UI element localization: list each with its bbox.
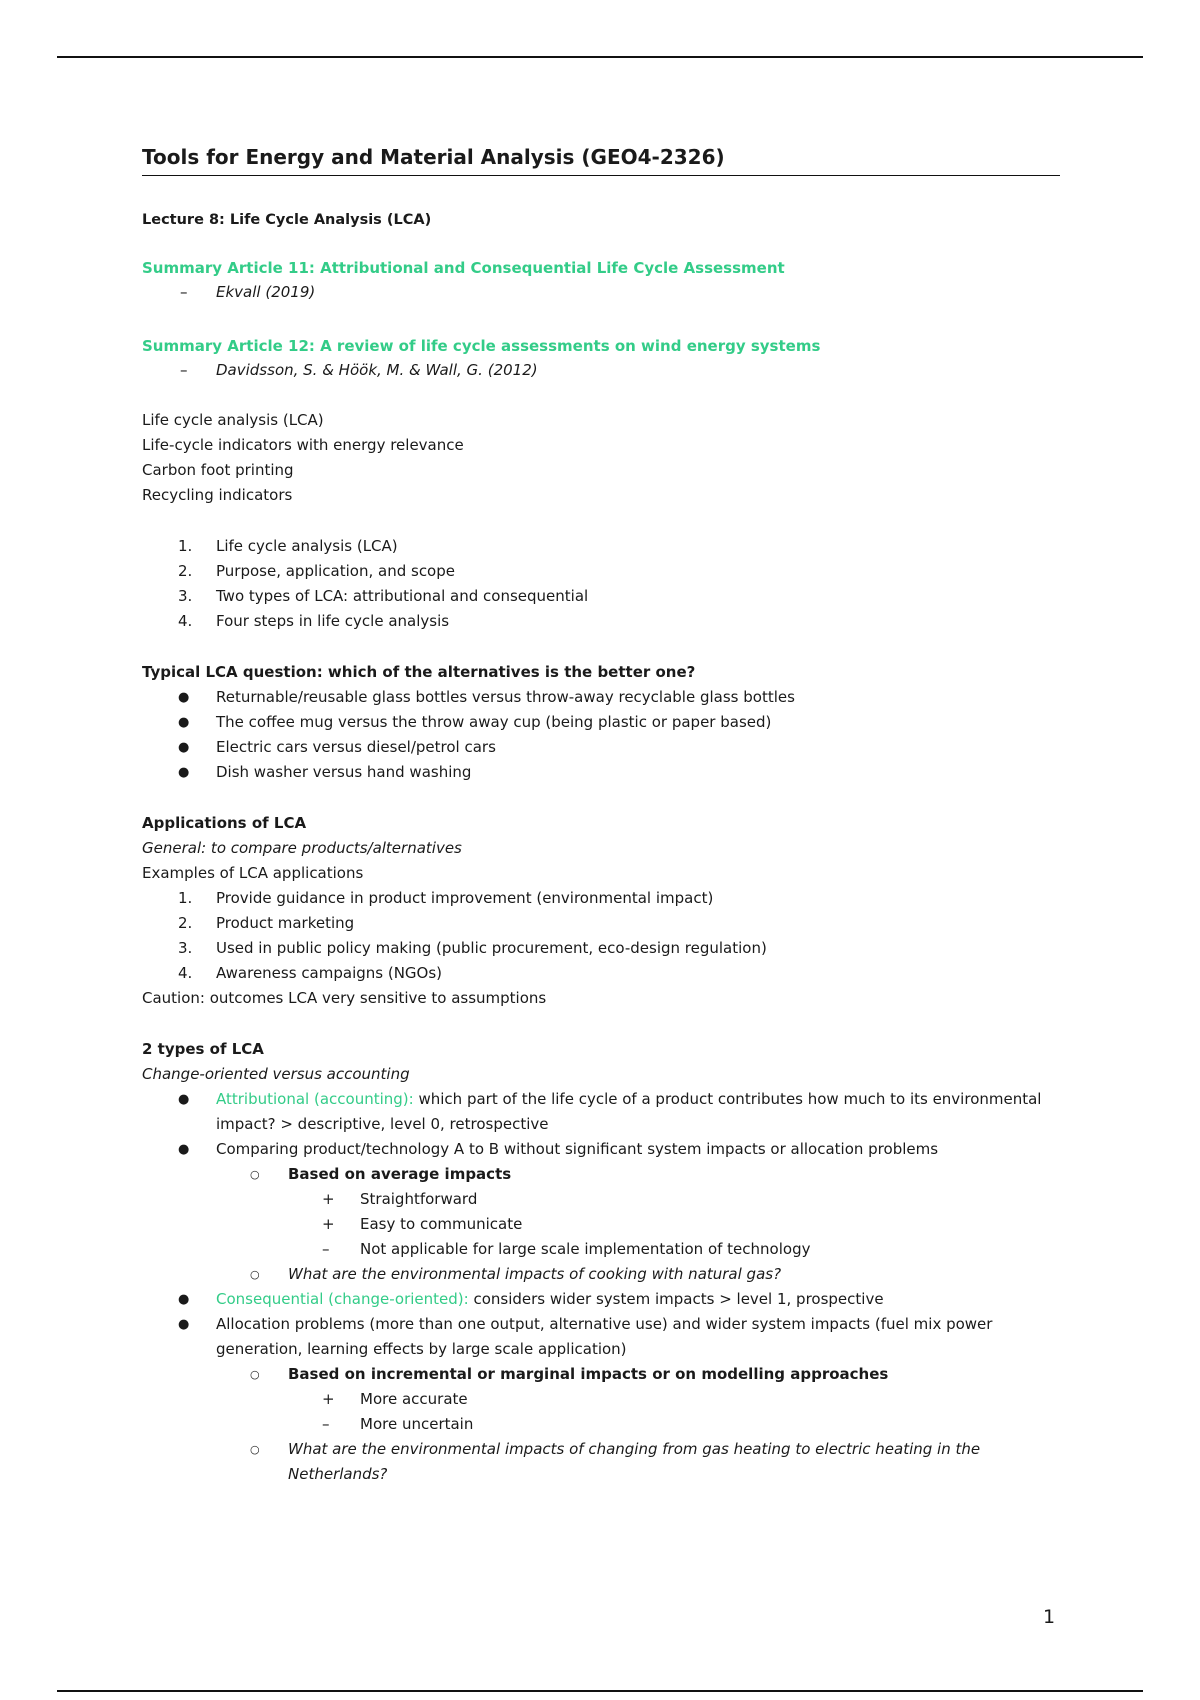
- sub-list-item: ○ What are the environmental impacts of cooking with natural gas?: [142, 1262, 1060, 1287]
- sub-sub-list-item: + Easy to communicate: [322, 1215, 523, 1233]
- section-heading: Typical LCA question: which of the alternatives is the better one?: [142, 663, 696, 681]
- topic-line: Life cycle analysis (LCA): [142, 411, 324, 429]
- list-item: 1. Provide guidance in product improvement (environmental impact): [178, 889, 714, 907]
- list-item: 2. Product marketing: [178, 914, 355, 932]
- list-item: ● Allocation problems (more than one output, alternative use) and wider system impacts (fuel mix power generation, learning effects by large scale application): [142, 1312, 1060, 1362]
- sub-sub-list-item: – Not applicable for large scale implementation of technology: [322, 1240, 811, 1258]
- dash-marker: –: [180, 361, 188, 379]
- summary-article-11-ref: – Ekvall (2019): [142, 280, 1060, 304]
- summary-article-11-title: Summary Article 11: Attributional and Consequential Life Cycle Assessment: [142, 259, 785, 277]
- bottom-rule: [57, 1690, 1143, 1692]
- consequential-label: Consequential (change-oriented):: [216, 1290, 469, 1308]
- list-item: 3. Two types of LCA: attributional and consequential: [178, 587, 589, 605]
- sub-list-item: ○ Based on incremental or marginal impacts or on modelling approaches: [142, 1362, 1060, 1387]
- circle-bullet-icon: ○: [250, 1168, 260, 1181]
- lca-types-section: [142, 1037, 1060, 1487]
- sub-list-item: ○ What are the environmental impacts of changing from gas heating to electric heating in the Netherlands?: [142, 1437, 1060, 1487]
- outline-list: [142, 534, 1060, 634]
- summary-article-12-title: Summary Article 12: A review of life cycle assessments on wind energy systems: [142, 337, 821, 355]
- list-item: 3. Used in public policy making (public procurement, eco-design regulation): [178, 939, 767, 957]
- list-item: 1. Life cycle analysis (LCA): [178, 537, 398, 555]
- circle-bullet-icon: ○: [250, 1443, 260, 1456]
- section-heading: Applications of LCA: [142, 814, 307, 832]
- top-rule: [57, 56, 1143, 58]
- lecture-title: Lecture 8: Life Cycle Analysis (LCA): [142, 212, 432, 228]
- section-heading: 2 types of LCA: [142, 1040, 264, 1058]
- list-item: ● The coffee mug versus the throw away cup (being plastic or paper based): [142, 710, 1060, 735]
- summary-article-12-ref: – Davidsson, S. & Höök, M. & Wall, G. (2012): [142, 358, 1060, 382]
- circle-bullet-icon: ○: [250, 1268, 260, 1281]
- bullet-icon: ●: [178, 690, 190, 705]
- document-title: Tools for Energy and Material Analysis (GEO4-2326): [142, 145, 1060, 176]
- sub-sub-list-item: + Straightforward: [322, 1190, 478, 1208]
- list-item: ● Electric cars versus diesel/petrol cars: [142, 735, 1060, 760]
- page-number: 1: [1043, 1606, 1056, 1628]
- attributional-label: Attributional (accounting):: [216, 1090, 414, 1108]
- list-item: ● Returnable/reusable glass bottles versus throw-away recyclable glass bottles: [142, 685, 1060, 710]
- section-subtitle: General: to compare products/alternatives: [142, 839, 462, 857]
- list-item: ● Comparing product/technology A to B without significant system impacts or allocation problems: [142, 1137, 1060, 1162]
- list-item: ● Dish washer versus hand washing: [142, 760, 1060, 785]
- bullet-icon: ●: [178, 715, 190, 730]
- bullet-icon: ●: [178, 1317, 190, 1332]
- bullet-icon: ●: [178, 765, 190, 780]
- bullet-icon: ●: [178, 1092, 190, 1107]
- list-item: ● Attributional (accounting): which part of the life cycle of a product contributes how much to its environmental impact? > descriptive, level 0, retrospective: [142, 1087, 1060, 1137]
- list-item: 4. Awareness campaigns (NGOs): [178, 964, 443, 982]
- bullet-icon: ●: [178, 1142, 190, 1157]
- dash-marker: –: [180, 283, 188, 301]
- sub-sub-list-item: – More uncertain: [322, 1415, 474, 1433]
- caution-note: Caution: outcomes LCA very sensitive to assumptions: [142, 989, 547, 1007]
- bullet-icon: ●: [178, 1292, 190, 1307]
- topics-list: [142, 408, 1060, 508]
- document-body: [142, 145, 1060, 1487]
- topic-line: Recycling indicators: [142, 486, 293, 504]
- applications-section: [142, 811, 1060, 1011]
- section-subtitle: Change-oriented versus accounting: [142, 1065, 410, 1083]
- topic-line: Carbon foot printing: [142, 461, 294, 479]
- sub-sub-list-item: + More accurate: [322, 1390, 468, 1408]
- circle-bullet-icon: ○: [250, 1368, 260, 1381]
- list-item: ● Consequential (change-oriented): considers wider system impacts > level 1, prospective: [142, 1287, 1060, 1312]
- list-item: 4. Four steps in life cycle analysis: [178, 612, 450, 630]
- typical-question-section: [142, 660, 1060, 785]
- examples-label: Examples of LCA applications: [142, 864, 364, 882]
- sub-list-item: ○ Based on average impacts: [142, 1162, 1060, 1187]
- bullet-icon: ●: [178, 740, 190, 755]
- list-item: 2. Purpose, application, and scope: [178, 562, 455, 580]
- topic-line: Life-cycle indicators with energy relevance: [142, 436, 464, 454]
